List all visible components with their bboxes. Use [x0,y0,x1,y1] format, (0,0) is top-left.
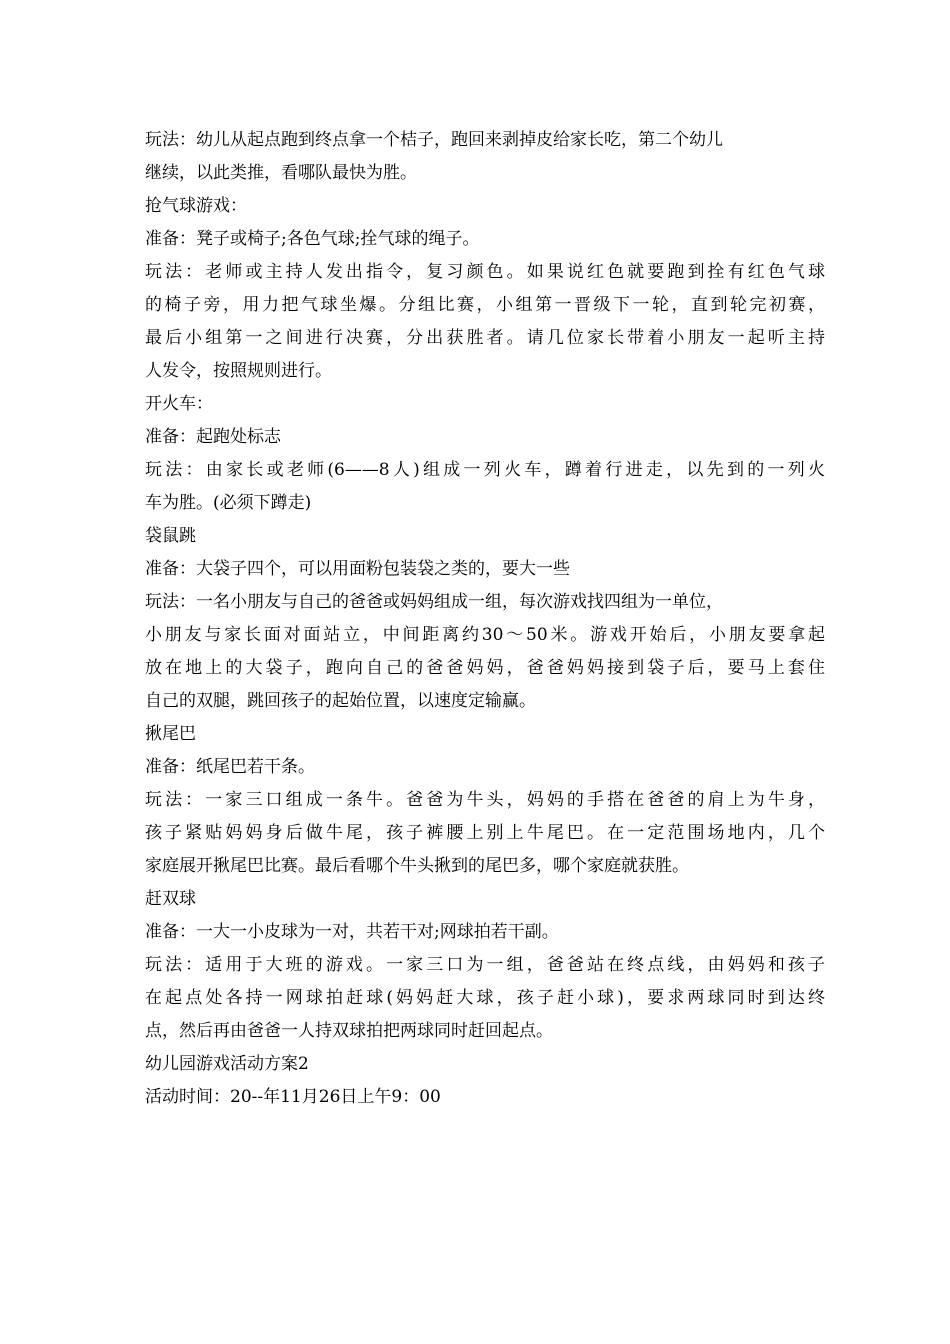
text-line: 在起点处各持一网球拍赶球(妈妈赶大球，孩子赶小球)，要求两球同时到达终 [145,988,825,1008]
text-line: 玩法：一名小朋友与自己的爸爸或妈妈组成一组，每次游戏找四组为一单位， [145,592,723,612]
text-line: 孩子紧贴妈妈身后做牛尾，孩子裤腰上别上牛尾巴。在一定范围场地内，几个 [145,823,825,843]
text-line: 准备：纸尾巴若干条。 [145,757,315,777]
text-line: 开火车： [145,394,213,414]
text-line: 小朋友与家长面对面站立，中间距离约30～50米。游戏开始后，小朋友要拿起 [145,625,825,645]
text-line: 家庭展开揪尾巴比赛。最后看哪个牛头揪到的尾巴多，哪个家庭就获胜。 [145,856,689,876]
text-line: 准备：凳子或椅子;各色气球;拴气球的绳子。 [145,229,480,249]
text-line: 赶双球 [145,889,196,909]
text-line: 幼儿园游戏活动方案2 [145,1054,309,1074]
text-line: 活动时间：20--年11月26日上午9：00 [145,1087,441,1107]
text-line: 玩法：一家三口组成一条牛。爸爸为牛头，妈妈的手搭在爸爸的肩上为牛身， [145,790,825,810]
text-line: 最后小组第一之间进行决赛，分出获胜者。请几位家长带着小朋友一起听主持 [145,328,825,348]
text-line: 继续，以此类推，看哪队最快为胜。 [145,163,417,183]
text-line: 准备：起跑处标志 [145,427,281,447]
text-line: 玩法：由家长或老师(6——8人)组成一列火车，蹲着行进走，以先到的一列火 [145,460,825,480]
text-line: 车为胜。(必须下蹲走) [145,493,312,513]
text-line: 准备：一大一小皮球为一对，共若干对;网球拍若干副。 [145,922,559,942]
text-line: 自己的双腿，跳回孩子的起始位置，以速度定输赢。 [145,691,536,711]
text-line: 人发令，按照规则进行。 [145,361,332,381]
text-line: 抢气球游戏： [145,196,247,216]
text-line: 袋鼠跳 [145,526,196,546]
text-line: 准备：大袋子四个，可以用面粉包装袋之类的，要大一些 [145,559,570,579]
text-line: 玩法：适用于大班的游戏。一家三口为一组，爸爸站在终点线，由妈妈和孩子 [145,955,825,975]
text-line: 点，然后再由爸爸一人持双球拍把两球同时赶回起点。 [145,1021,553,1041]
text-line: 玩法：幼儿从起点跑到终点拿一个桔子，跑回来剥掉皮给家长吃，第二个幼儿 [145,130,723,150]
text-line: 的椅子旁，用力把气球坐爆。分组比赛，小组第一晋级下一轮，直到轮完初赛， [145,295,825,315]
text-line: 放在地上的大袋子，跑向自己的爸爸妈妈，爸爸妈妈接到袋子后，要马上套住 [145,658,825,678]
text-line: 揪尾巴 [145,724,196,744]
document-body [145,124,825,1114]
text-line: 玩法：老师或主持人发出指令，复习颜色。如果说红色就要跑到拴有红色气球 [145,262,825,282]
